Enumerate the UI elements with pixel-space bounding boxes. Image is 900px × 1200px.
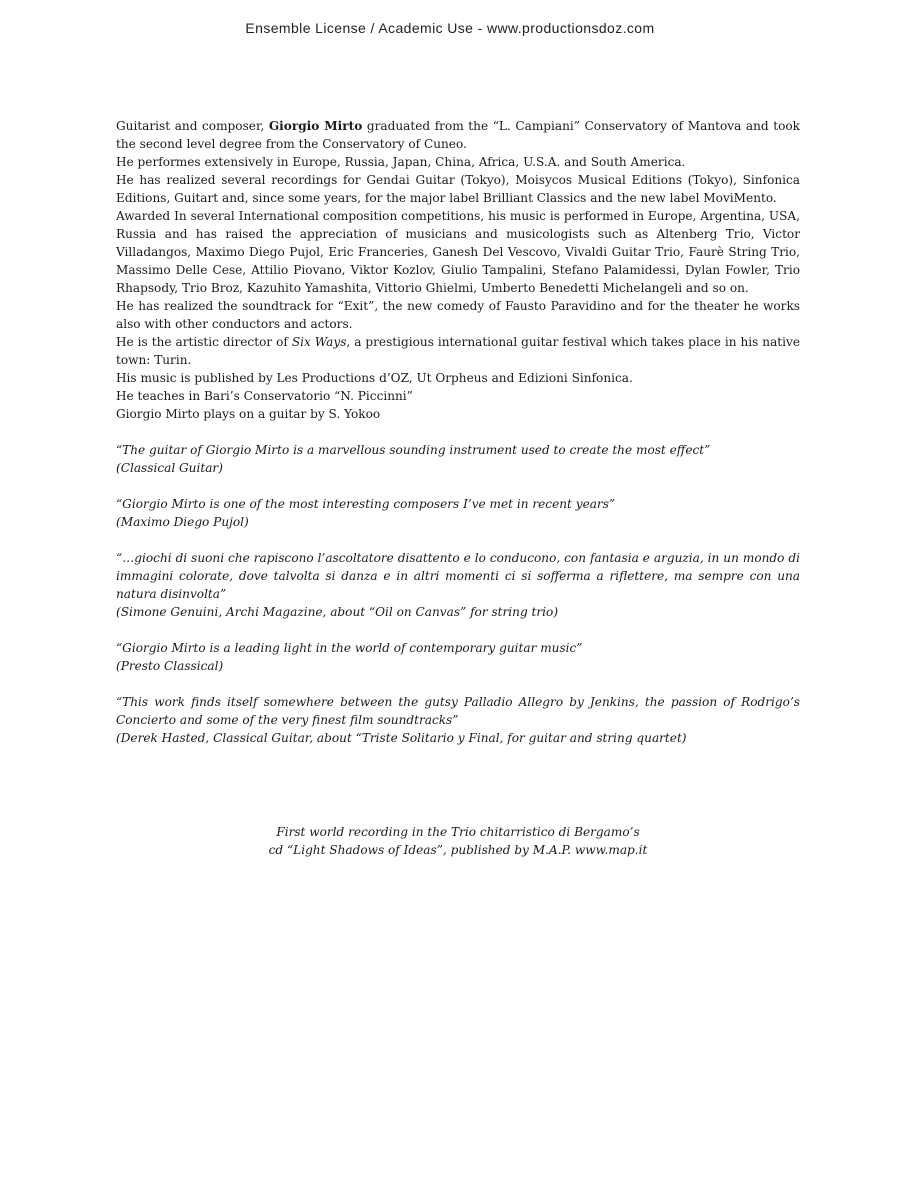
bio-guitar: Giorgio Mirto plays on a guitar by S. Yokoo: [116, 407, 381, 421]
recording-note-line-2: cd “Light Shadows of Ideas”, published by M.A.P. www.map.it: [268, 843, 648, 857]
quote-text: “This work finds itself somewhere between the gutsy Palladio Allegro by Jenkins, the passion of Rodrigo’s Concierto and some of the very finest film soundtracks”: [116, 695, 800, 727]
biography-content: [116, 117, 800, 765]
quote-block: [116, 549, 800, 621]
bio-director-after: , a prestigious international guitar festival which takes place in his native town: Turin.: [116, 335, 800, 367]
quote-source: (Derek Hasted, Classical Guitar, about “Triste Solitario y Final, for guitar and string quartet): [116, 731, 687, 745]
quote-text: “…giochi di suoni che rapiscono l’ascoltatore disattento e lo conducono, con fantasia e arguzia, in un mondo di immagini colorate, dove talvolta si danza e in altri momenti ci si sofferma a riflettere, ma sempre con una natura disinvolta”: [116, 551, 800, 601]
quote-source: (Classical Guitar): [116, 461, 223, 475]
quote-block: [116, 639, 800, 675]
bio-performs: He performes extensively in Europe, Russia, Japan, China, Africa, U.S.A. and South America.: [116, 155, 686, 169]
bio-director: [116, 333, 800, 369]
bio-intro: [116, 117, 800, 153]
bio-soundtrack: He has realized the soundtrack for “Exit”, the new comedy of Fausto Paravidino and for the theater he works also with other conductors and actors.: [116, 299, 800, 331]
quote-text: “Giorgio Mirto is one of the most interesting composers I’ve met in recent years”: [116, 497, 616, 511]
bio-recordings: He has realized several recordings for Gendai Guitar (Tokyo), Moisycos Musical Editions (Tokyo), Sinfonica Editions, Guitart and, since some years, for the major label Brilliant Classics and the new label MoviMento.: [116, 173, 800, 205]
bio-publishers: His music is published by Les Productions d’OZ, Ut Orpheus and Edizioni Sinfonica.: [116, 371, 633, 385]
bio-teaching: He teaches in Bari’s Conservatorio “N. Piccinni”: [116, 389, 413, 403]
bio-awards: Awarded In several International composition competitions, his music is performed in Europe, Argentina, USA, Russia and has raised the appreciation of musicians and musicologists such as Altenberg Trio, Victor Villadangos, Maximo Diego Pujol, Eric Franceries, Ganesh Del Vescovo, Vivaldi Guitar Trio, Faurè String Trio, Massimo Delle Cese, Attilio Piovano, Viktor Kozlov, Giulio Tampalini, Stefano Palamidessi, Dylan Fowler, Trio Rhapsody, Trio Broz, Kazuhito Yamashita, Vittorio Ghielmi, Umberto Benedetti Michelangeli and so on.: [116, 209, 800, 295]
recording-note: [0, 823, 900, 859]
quote-source: (Presto Classical): [116, 659, 224, 673]
license-header: Ensemble License / Academic Use - www.productionsdoz.com: [245, 20, 655, 36]
quote-text: “The guitar of Giorgio Mirto is a marvellous sounding instrument used to create the most effect”: [116, 443, 711, 457]
quote-block: [116, 495, 800, 531]
bio-intro-before: Guitarist and composer,: [116, 119, 269, 133]
bio-intro-after: graduated from the “L. Campiani” Conservatory of Mantova and took the second level degree from the Conservatory of Cuneo.: [116, 119, 800, 151]
composer-name: Giorgio Mirto: [268, 119, 363, 133]
quote-source: (Maximo Diego Pujol): [116, 515, 249, 529]
bio-director-before: He is the artistic director of: [116, 335, 292, 349]
quote-source: (Simone Genuini, Archi Magazine, about “Oil on Canvas” for string trio): [116, 605, 559, 619]
press-quotes: [116, 441, 800, 747]
quote-block: [116, 441, 800, 477]
quote-block: [116, 693, 800, 747]
quote-text: “Giorgio Mirto is a leading light in the world of contemporary guitar music”: [116, 641, 583, 655]
festival-name: Six Ways: [291, 335, 347, 349]
recording-note-line-1: First world recording in the Trio chitarristico di Bergamo’s: [276, 825, 640, 839]
